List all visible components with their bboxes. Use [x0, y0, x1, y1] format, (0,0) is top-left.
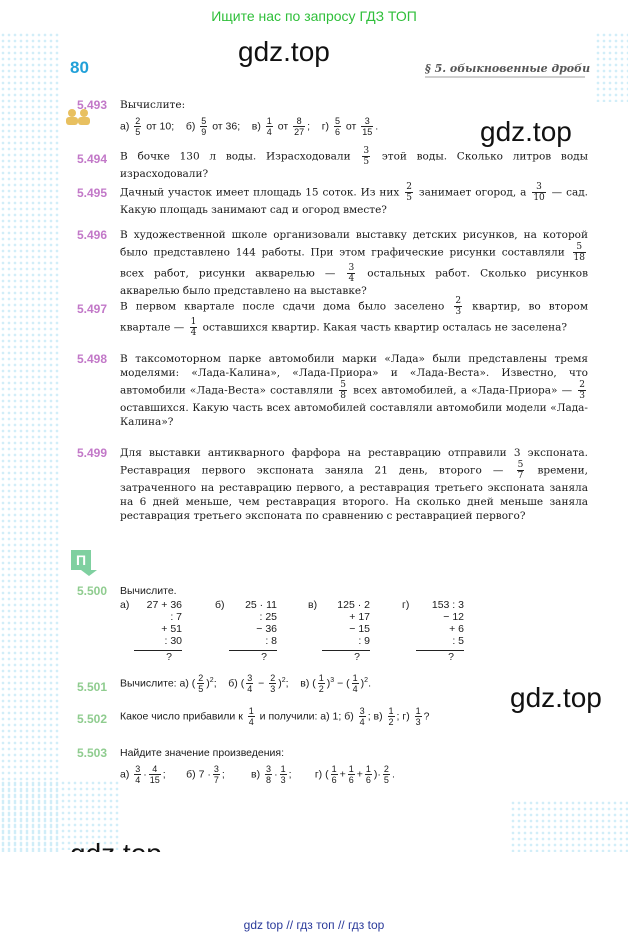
fraction: $\frac{1}{3}$ — [415, 706, 421, 727]
problem-number: 5.502 — [77, 712, 108, 726]
fraction: $\frac{2}{3}$ — [455, 296, 462, 317]
fraction: $\frac{2}{3}$ — [579, 380, 585, 401]
problem-number: 5.495 — [77, 186, 108, 200]
fraction: $\frac{2}{5}$ — [198, 673, 204, 694]
column-label: в) — [308, 599, 318, 611]
problem-number: 5.498 — [77, 352, 108, 366]
fraction: $\frac{1}{2}$ — [318, 673, 324, 694]
calc-step: : 25 — [259, 611, 277, 623]
calc-result: ? — [354, 651, 360, 663]
column-calc — [322, 599, 370, 663]
calc-step: − 15 — [349, 623, 370, 635]
problem-number: 5.500 — [77, 584, 108, 598]
item-label: б) — [185, 120, 196, 133]
fraction: $\frac{3}{8}$ — [266, 764, 272, 785]
problem-number: 5.497 — [77, 302, 108, 316]
item-text: от 36; — [212, 120, 241, 133]
problem-text: Дачный участок имеет площадь 15 соток. Из них $\frac{2}{5}$ занимает огород, а $\frac{3}{10}$ — сад. Какую площадь занимают сад и огород вместе? — [120, 182, 589, 216]
fraction: $\frac{1}{6}$ — [348, 764, 354, 785]
fraction: $\frac{5}{6}$ — [334, 116, 340, 137]
punct: . — [375, 120, 379, 133]
problem-title: Вычислите: — [120, 99, 186, 111]
calc-step: + 17 — [349, 611, 370, 623]
problem-number: 5.493 — [77, 98, 108, 112]
fraction: $\frac{3}{15}$ — [362, 116, 373, 137]
footer-link[interactable]: гдз топ — [296, 918, 335, 932]
problem-title: Найдите значение произведения: — [120, 747, 285, 759]
fraction: $\frac{2}{5}$ — [383, 764, 389, 785]
fraction: $\frac{1}{6}$ — [331, 764, 337, 785]
item-text: от 10; — [146, 120, 175, 133]
fraction: $\frac{1}{4}$ — [190, 317, 197, 338]
fraction: $\frac{3}{7}$ — [213, 764, 219, 785]
footer-link[interactable]: gdz top — [243, 918, 284, 932]
item-label: г) — [321, 120, 330, 133]
column-label: а) — [120, 599, 130, 611]
calc-step: 25 · 11 — [245, 599, 277, 611]
footer-links — [0, 918, 628, 932]
search-banner: Ищите нас по запросу ГДЗ ТОП — [211, 8, 417, 24]
item-label: в) — [251, 120, 261, 133]
fraction: $\frac{5}{18}$ — [573, 242, 585, 263]
fraction: $\frac{2}{5}$ — [406, 182, 412, 203]
fraction: $\frac{1}{4}$ — [352, 673, 358, 694]
item-text: от — [277, 120, 289, 133]
section-title: § 5. обыкновенные дроби — [425, 62, 591, 75]
problem-502-text: Какое число прибавили к $\frac{1}{4}$ и получили: а) 1; б) $\frac{3}{4}$ ; в) $\frac{1}{2}$ ; г) $\frac{1}{3}$ ? — [120, 706, 430, 727]
fraction: $\frac{8}{27}$ — [294, 116, 305, 137]
repetition-icon — [67, 548, 101, 576]
calc-step: + 6 — [449, 623, 464, 635]
footer-separator: // — [337, 918, 345, 932]
column-calc — [134, 599, 182, 663]
page-decoration — [0, 32, 60, 852]
repetition-letter: П — [76, 552, 87, 568]
page-number: 80 — [70, 58, 89, 77]
item-label: а) — [120, 120, 130, 133]
fraction: $\frac{1}{2}$ — [388, 706, 394, 727]
problem-number: 5.501 — [77, 680, 108, 694]
fraction: $\frac{2}{5}$ — [135, 116, 141, 137]
problem-text: В таксомоторном парке автомобили марки «Лада» были представлены тремя моделями: «Лада-Калина», «Лада-Приора» и «Лада-Веста». Известно, что автомобили «Лада-Веста» составляли $\frac{5}{8}$ всех автомобилей, а «Лада-Приора» — $\frac{2}{3}$ оставшихся. Какую часть всех автомобилей составляли автомобили модели «Лада-Калина»? — [120, 353, 588, 428]
calc-step: : 5 — [452, 635, 464, 647]
column-calc — [229, 599, 277, 663]
column-label: б) — [215, 599, 225, 611]
problem-text: В художественной школе организовали выставку детских рисунков, на которой было представлено 144 работы. При этом графические рисунки составляли $\frac{5}{18}$ всех работ, рисунки акварелью — $\frac{3}{4}$ остальных работ. Сколько рисунков акварелью было представлено на выставке? — [120, 229, 588, 297]
calc-step: : 9 — [358, 635, 370, 647]
problem-text: Для выставки антикварного фарфора на реставрацию отправили 3 экспоната. Реставрация первого экспоната заняла 21 день, второго — $\frac{5}{7}$ времени, затраченного на реставрацию первого, а реставрация третьего экспоната заняла на 6 дней меньше, чем реставрация второго. На сколько дней меньше заняла реставрация третьего экспоната по сравнению с реставрацией первого? — [120, 447, 589, 522]
watermark: gdz.top — [480, 116, 572, 147]
fraction: $\frac{3}{5}$ — [363, 146, 370, 167]
watermark: gdz.top — [238, 36, 330, 67]
calc-step: : 30 — [164, 635, 182, 647]
fraction: $\frac{5}{8}$ — [340, 380, 347, 401]
fraction: $\frac{1}{4}$ — [248, 706, 254, 727]
fraction: $\frac{3}{4}$ — [247, 673, 253, 694]
column-calc — [416, 599, 464, 663]
fraction: $\frac{2}{3}$ — [270, 673, 276, 694]
calc-step: 153 : 3 — [431, 599, 464, 611]
problem-number: 5.496 — [77, 228, 108, 242]
calc-step: : 7 — [170, 611, 182, 623]
calc-step: − 36 — [256, 623, 277, 635]
fraction: $\frac{1}{3}$ — [280, 764, 286, 785]
punct: ; — [307, 120, 311, 133]
calc-result: ? — [448, 651, 454, 663]
problem-text: В первом квартале после сдачи дома было заселено $\frac{2}{3}$ квартир, во втором квартале — $\frac{1}{4}$ оставшихся квартир. Какая часть квартир осталась не заселена? — [120, 296, 589, 338]
fraction: $\frac{1}{6}$ — [365, 764, 371, 785]
calc-result: ? — [261, 651, 267, 663]
calc-step: : 8 — [265, 635, 277, 647]
header-rule — [425, 76, 585, 78]
calc-result: ? — [166, 651, 172, 663]
watermark: gdz.top — [510, 682, 602, 713]
calc-step: 125 · 2 — [337, 599, 370, 611]
problem-503-items: а) $\frac{3}{4}$ · $\frac{4}{15}$ ; б) 7 · $\frac{3}{7}$ ; в) $\frac{3}{8}$ · $\frac{1}{3}$ ; г) ( $\frac{1}{6}$ + $\frac{1}{6}$ + $\frac{1}{6}$ )· $\frac{2}{5}$ . — [120, 764, 395, 785]
calc-step: 27 + 36 — [146, 599, 182, 611]
calc-step: − 12 — [443, 611, 464, 623]
footer-separator: // — [286, 918, 294, 932]
fraction: $\frac{5}{7}$ — [517, 460, 524, 481]
fraction: $\frac{1}{4}$ — [266, 116, 272, 137]
fraction: $\frac{3}{4}$ — [359, 706, 365, 727]
page-decoration — [595, 32, 628, 102]
problem-number: 5.494 — [77, 152, 108, 166]
footer-link[interactable]: гдз top — [347, 918, 385, 932]
fraction: $\frac{3}{4}$ — [348, 263, 355, 284]
fraction: $\frac{3}{10}$ — [533, 182, 545, 203]
problem-number: 5.499 — [77, 446, 108, 460]
problem-501-items: Вычислите: а) ( $\frac{2}{5}$ )$^2$; б) ( $\frac{3}{4}$ − $\frac{2}{3}$ )$^2$; в) ( $\frac{1}{2}$ )$^3$ − ( $\frac{1}{4}$ )$^2$. — [120, 673, 371, 694]
fraction: $\frac{3}{4}$ — [135, 764, 141, 785]
column-label: г) — [402, 599, 410, 611]
fraction: $\frac{4}{15}$ — [149, 764, 160, 785]
calc-step: + 51 — [161, 623, 182, 635]
problem-title: Вычислите. — [120, 585, 177, 597]
item-text: от — [345, 120, 357, 133]
problem-493-items — [120, 116, 480, 137]
problem-number: 5.503 — [77, 746, 108, 760]
fraction: $\frac{5}{9}$ — [201, 116, 207, 137]
problem-text: В бочке 130 л воды. Израсходовали $\frac{3}{5}$ этой воды. Сколько литров воды израсходовали? — [120, 146, 588, 180]
